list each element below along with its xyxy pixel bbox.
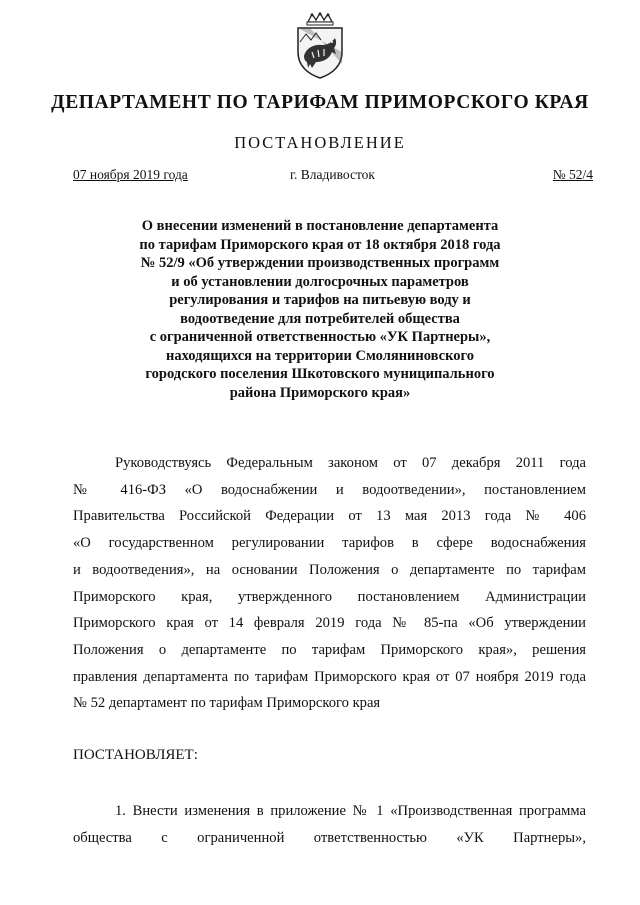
subject-line: О внесении изменений в постановление департамента: [141, 218, 499, 234]
preamble-line: «О государственном регулировании тарифов в сфере водоснабжения: [73, 535, 586, 552]
document-type: ПОСТАНОВЛЕНИЕ: [234, 133, 406, 152]
subject-line: № 52/9 «Об утверждении производственных программ: [140, 255, 500, 271]
preamble-line: № 52 департамент по тарифам Приморского края: [73, 695, 381, 712]
preamble-line: правления департамента по тарифам Приморского края от 07 ноября 2019 года: [73, 668, 586, 685]
document-city: г. Владивосток: [290, 167, 375, 182]
preamble-line: Приморского края, утвержденного постановлением Администрации: [73, 588, 586, 605]
resolves-heading: ПОСТАНОВЛЯЕТ:: [73, 747, 198, 763]
subject-line: по тарифам Приморского края от 18 октября 2018 года: [139, 236, 501, 253]
document-number: № 52/4: [552, 167, 593, 182]
preamble-line: № 416-ФЗ «О водоснабжении и водоотведении», постановлением: [73, 481, 586, 498]
preamble-line: Приморского края от 14 февраля 2019 года № 85-па «Об утверждении: [73, 615, 586, 632]
subject-line: с ограниченной ответственностью «УК Партнеры»,: [149, 329, 491, 345]
document-subject: [110, 217, 530, 402]
clause-line: 1. Внести изменения в приложение № 1 «Производственная программа: [115, 803, 586, 819]
coat-of-arms-icon: [290, 12, 350, 80]
subject-line: и об установлении долгосрочных параметров: [171, 273, 469, 290]
subject-line: водоотведение для потребителей общества: [180, 310, 460, 327]
subject-line: регулирования и тарифов на питьевую воду и: [169, 292, 471, 308]
document-date: 07 ноября 2019 года: [73, 167, 188, 182]
preamble-line: Правительства Российской Федерации от 13 мая 2013 года № 406: [73, 508, 586, 525]
subject-line: района Приморского края»: [229, 384, 411, 401]
preamble-paragraph: [73, 450, 586, 717]
subject-line: находящихся на территории Смоляниновского: [166, 347, 474, 364]
preamble-line: Руководствуясь Федеральным законом от 07 декабря 2011 года: [115, 455, 586, 471]
department-title: ДЕПАРТАМЕНТ ПО ТАРИФАМ ПРИМОРСКОГО КРАЯ: [51, 92, 589, 113]
subject-line: городского поселения Шкотовского муниципального: [145, 366, 495, 382]
preamble-line: и водоотведения», на основании Положения о департаменте по тарифам: [73, 561, 586, 578]
clause-1: [73, 798, 586, 851]
preamble-line: Положения о департаменте по тарифам Приморского края», решения: [73, 641, 586, 658]
clause-line: общества с ограниченной ответственностью «УК Партнеры»,: [73, 829, 586, 846]
